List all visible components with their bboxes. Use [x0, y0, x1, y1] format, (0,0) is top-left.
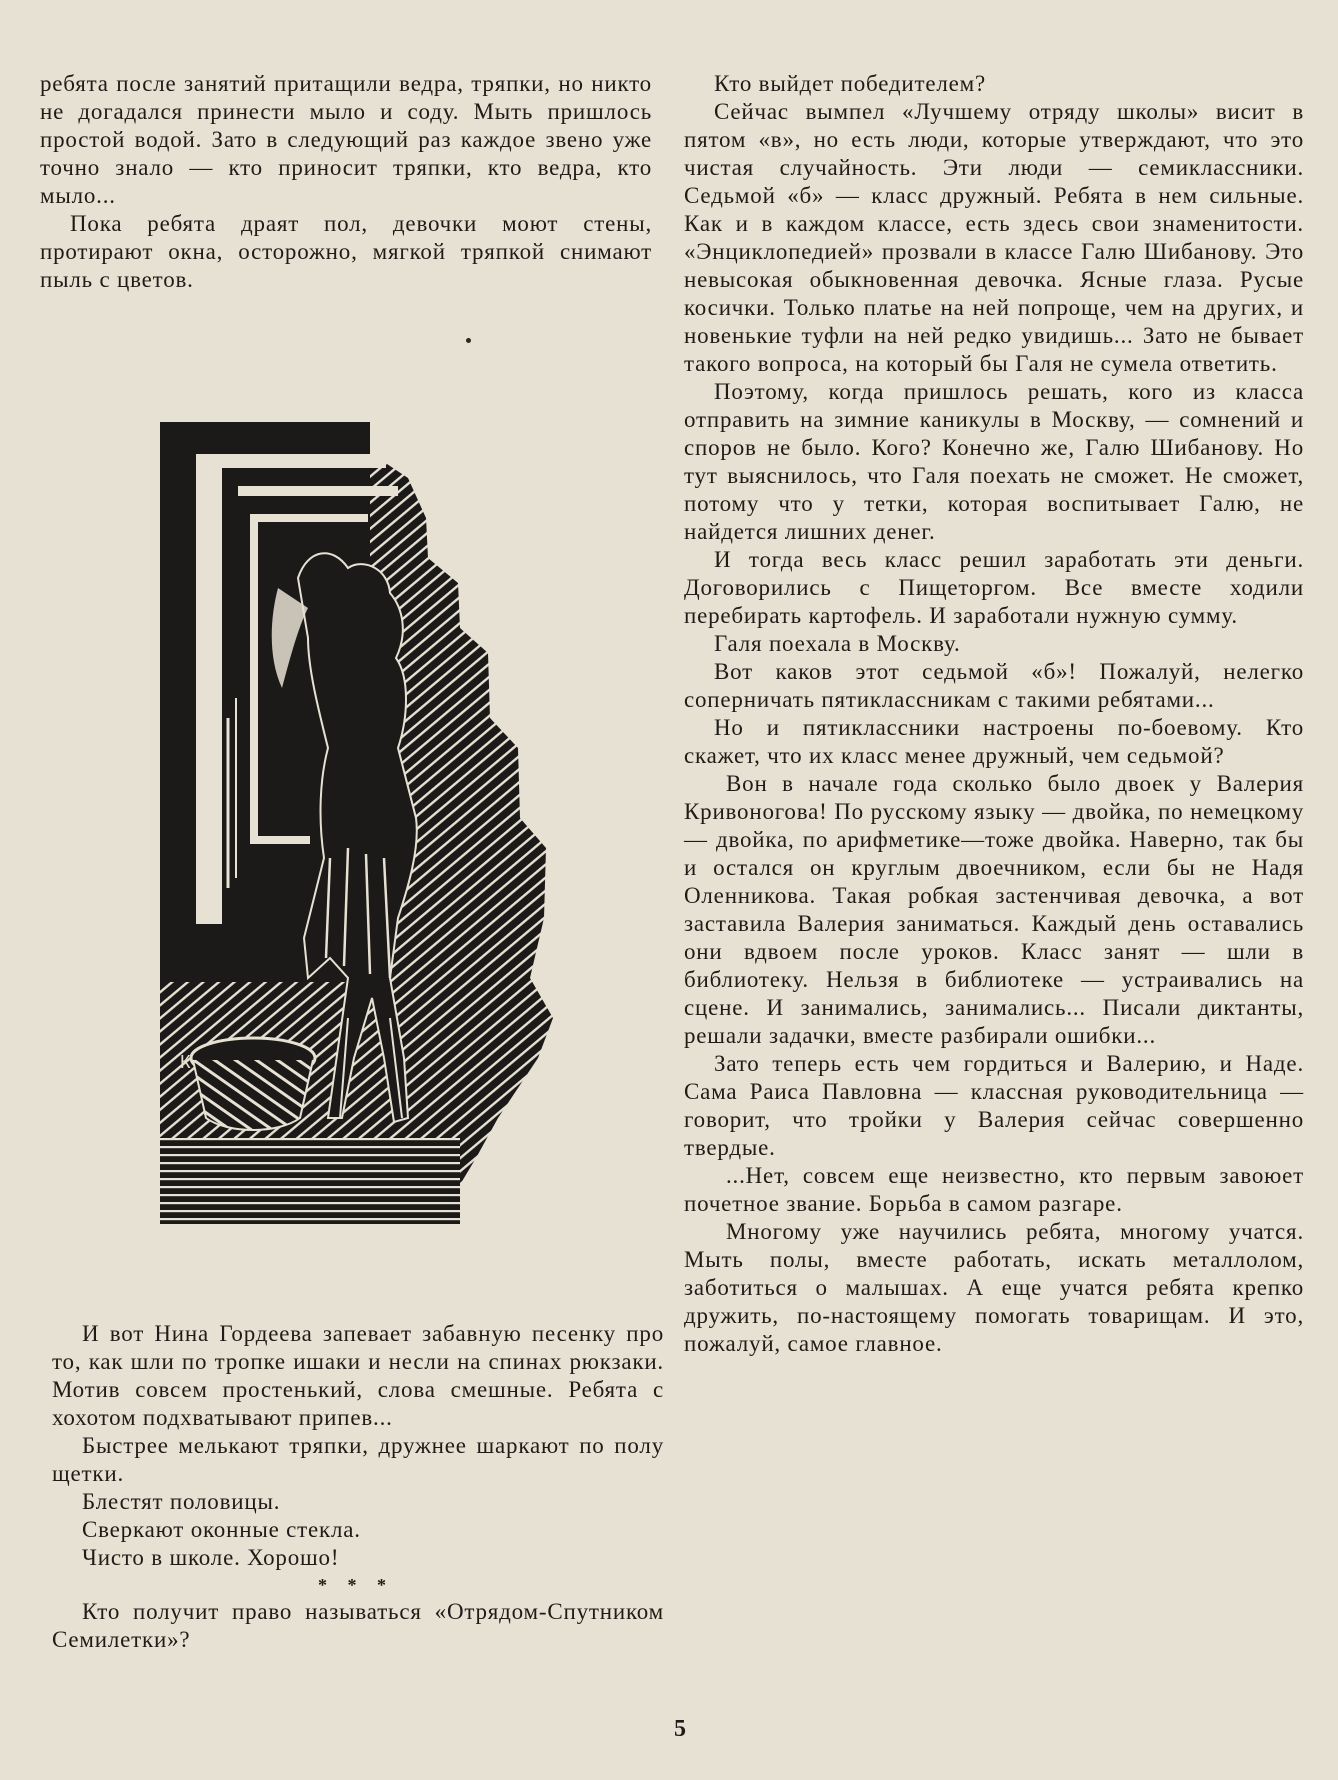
page-number: 5	[674, 1716, 686, 1742]
section-separator: * * *	[318, 1575, 394, 1595]
paragraph: И вот Нина Гордеева запевает забавную песенку про то, как шли по тропке ишаки и несли на спинах рюкзаки. Мотив совсем простенький, слова смешные. Ребята с хохотом подхватывают припев...	[52, 1321, 664, 1430]
woodcut-illustration	[158, 418, 558, 1226]
paragraph: ребята после занятий притащили ведра, тряпки, но никто не догадался принести мыло и соду. Мыть пришлось простой водой. Зато в следующий раз каждое звено уже точно знало — кто приносит тряпки, кто ведра, кто мыло...	[40, 71, 652, 208]
paragraph: Но и пятиклассники настроены по-боевому. Кто скажет, что их класс менее дружный, чем седьмой?	[684, 715, 1304, 768]
paragraph: ...Нет, совсем еще неизвестно, кто первым завоюет почетное звание. Борьба в самом разгаре.	[684, 1163, 1304, 1216]
paragraph: Сверкают оконные стекла.	[82, 1517, 361, 1542]
paragraph: Вот каков этот седьмой «б»! Пожалуй, нелегко соперничать пятиклассникам с такими ребятами...	[684, 659, 1304, 712]
left-column-bottom	[52, 1320, 664, 1654]
paragraph: Кто выйдет победителем?	[714, 71, 987, 96]
left-column-top	[40, 70, 652, 294]
paragraph: И тогда весь класс решил заработать эти деньги. Договорились с Пищеторгом. Все вместе ходили перебирать картофель. И заработали нужную сумму.	[684, 547, 1304, 628]
paragraph: Вон в начале года сколько было двоек у Валерия Кривоногова! По русскому языку — двойка, по немецкому — двойка, по арифметике—тоже двойка. Наверно, так бы и остался он круглым двоечником, если бы не Надя Оленникова. Такая робкая застенчивая девочка, а вот заставила Валерия заниматься. Каждый день оставались они вдвоем после уроков. Класс занят — шли в библиотеку. Нельзя в библиотеке — устраивались на сцене. И занимались, занимались... Писали диктанты, решали задачки, вместе разбирали ошибки...	[684, 771, 1304, 1048]
paragraph: Быстрее мелькают тряпки, дружнее шаркают по полу щетки.	[52, 1433, 664, 1486]
paragraph: Поэтому, когда пришлось решать, кого из класса отправить на зимние каникулы в Москву, — сомнений и споров не было. Кого? Конечно же, Галю Шибанову. Но тут выяснилось, что Галя поехать не сможет. Не сможет, потому что у тетки, которая воспитывает Галю, не найдется лишних денег.	[684, 379, 1304, 544]
paragraph: Зато теперь есть чем гордиться и Валерию, и Наде. Сама Раиса Павловна — классная руководительница — говорит, что тройки у Валерия сейчас совершенно твердые.	[684, 1051, 1304, 1160]
paragraph: Кто получит право называться «Отрядом-Спутником Семилетки»?	[52, 1599, 664, 1652]
paragraph: Пока ребята драят пол, девочки моют стены, протирают окна, осторожно, мягкой тряпкой снимают пыль с цветов.	[40, 211, 652, 292]
print-speck	[466, 338, 471, 343]
paragraph: Чисто в школе. Хорошо!	[82, 1545, 340, 1570]
paragraph: Сейчас вымпел «Лучшему отряду школы» висит в пятом «в», но есть люди, которые утверждают, что это чистая случайность. Эти люди — семиклассники. Седьмой «б» — класс дружный. Ребята в нем сильные. Как и в каждом классе, есть здесь свои знаменитости. «Энциклопедией» прозвали в классе Галю Шибанову. Это невысокая обыкновенная девочка. Ясные глаза. Русые косички. Только платье на ней попроще, чем на других, и новенькие туфли на ней редко увидишь... Зато не бывает такого вопроса, на который бы Галя не сумела ответить.	[684, 99, 1304, 376]
right-column	[684, 70, 1304, 1358]
paragraph: Галя поехала в Москву.	[714, 631, 961, 656]
signature-mark: К	[180, 1052, 191, 1072]
paragraph: Блестят половицы.	[82, 1489, 281, 1514]
paragraph: Многому уже научились ребята, многому учатся. Мыть полы, вместе работать, искать металлолом, заботиться о малышах. А еще учатся ребята крепко дружить, по-настоящему помогать товарищам. И это, пожалуй, самое главное.	[684, 1219, 1304, 1356]
